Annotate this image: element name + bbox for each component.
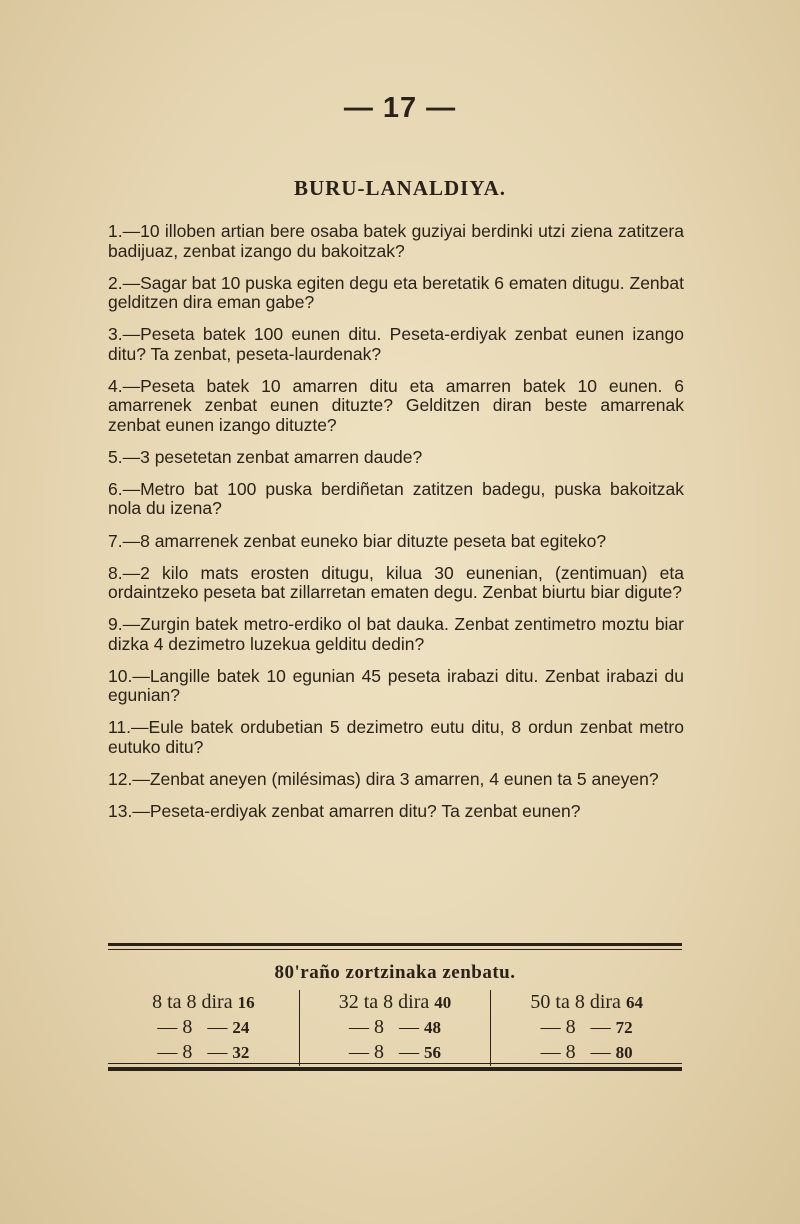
table-expr: — 8 — [540,1041,616,1063]
table-column-3 [490,990,682,1066]
counting-table [108,943,682,1071]
table-expr: — 8 — [540,1016,616,1038]
table-expr: 32 ta 8 dira [338,991,435,1013]
table-expr: — 8 — [349,1016,424,1038]
table-row [300,1040,491,1065]
problem-13: 13.—Peseta-erdiyak zenbat amarren ditu? Ta zenbat eunen? [108,801,581,822]
page-number: — 17 — [343,92,457,124]
table-row [491,990,682,1015]
problem-12: 12.—Zenbat aneyen (milésimas) dira 3 amarren, 4 eunen ta 5 aneyen? [108,769,659,790]
table-result: 40 [434,993,452,1012]
table-expr: — 8 — [349,1041,424,1063]
table-result: 80 [615,1043,633,1062]
problem-11: 11.—Eule batek ordubetian 5 dezimetro eutu ditu, 8 ordun zenbat metro eutuko ditu? [108,717,684,757]
table-row [300,1015,491,1040]
table-result: 72 [615,1018,633,1037]
table-column-1 [108,990,299,1066]
problem-4: 4.—Peseta batek 10 amarren ditu eta amarren batek 10 eunen. 6 amarrenek zenbat eunen dituzte? Gelditzen diran beste amarrenak zenbat eunen izango dituzte? [108,375,684,435]
table-result: 56 [424,1043,441,1062]
table-row [300,990,491,1015]
table-row [108,1015,299,1040]
table-expr: — 8 — [157,1041,233,1063]
table-row [491,1040,682,1065]
table-result: 64 [625,993,643,1012]
table-row [491,1015,682,1040]
table-row [108,990,299,1015]
table-result: 24 [232,1018,250,1037]
problem-1: 1.—10 illoben artian bere osaba batek guziyai berdinki utzi ziena zatitzera badijuaz, zenbat izango du bakoitzak? [108,221,684,261]
problem-6: 6.—Metro bat 100 puska berdiñetan zatitzen badegu, puska bakoitzak nola du izena? [108,478,684,519]
problem-10: 10.—Langille batek 10 egunian 45 peseta irabazi ditu. Zenbat irabazi du egunian? [108,665,684,706]
problem-5: 5.—3 pesetetan zenbat amarren daude? [108,446,423,467]
table-expr: — 8 — [157,1016,233,1038]
problem-9: 9.—Zurgin batek metro-erdiko ol bat dauka. Zenbat zentimetro moztu biar dizka 4 dezimetro luzekua gelditu dedin? [108,614,684,654]
section-heading: BURU-LANALDIYA. [294,176,506,200]
problem-8: 8.—2 kilo mats erosten ditugu, kilua 30 eunenian, (zentimuan) eta ordaintzeko peseta bat zillarretan ematen degu. Zenbat biurtu biar digute? [108,562,684,603]
table-title: 80'raño zortzinaka zenbatu. [274,962,516,983]
table-result: 48 [424,1018,441,1037]
table-result: 16 [237,993,255,1012]
problem-3: 3.—Peseta batek 100 eunen ditu. Peseta-erdiyak zenbat eunen izango ditu? Ta zenbat, peseta-laurdenak? [108,324,684,364]
table-expr: 8 ta 8 dira [152,991,238,1013]
table-row [108,1040,299,1065]
problem-2: 2.—Sagar bat 10 puska egiten degu eta beretatik 6 ematen ditugu. Zenbat gelditzen dira eman gabe? [108,272,684,313]
problem-list [108,222,684,834]
table-columns [108,990,682,1066]
table-result: 32 [232,1043,250,1062]
table-expr: 50 ta 8 dira [530,991,626,1013]
table-column-2 [299,990,491,1066]
problem-7: 7.—8 amarrenek zenbat euneko biar dituzte peseta bat egiteko? [108,530,607,551]
